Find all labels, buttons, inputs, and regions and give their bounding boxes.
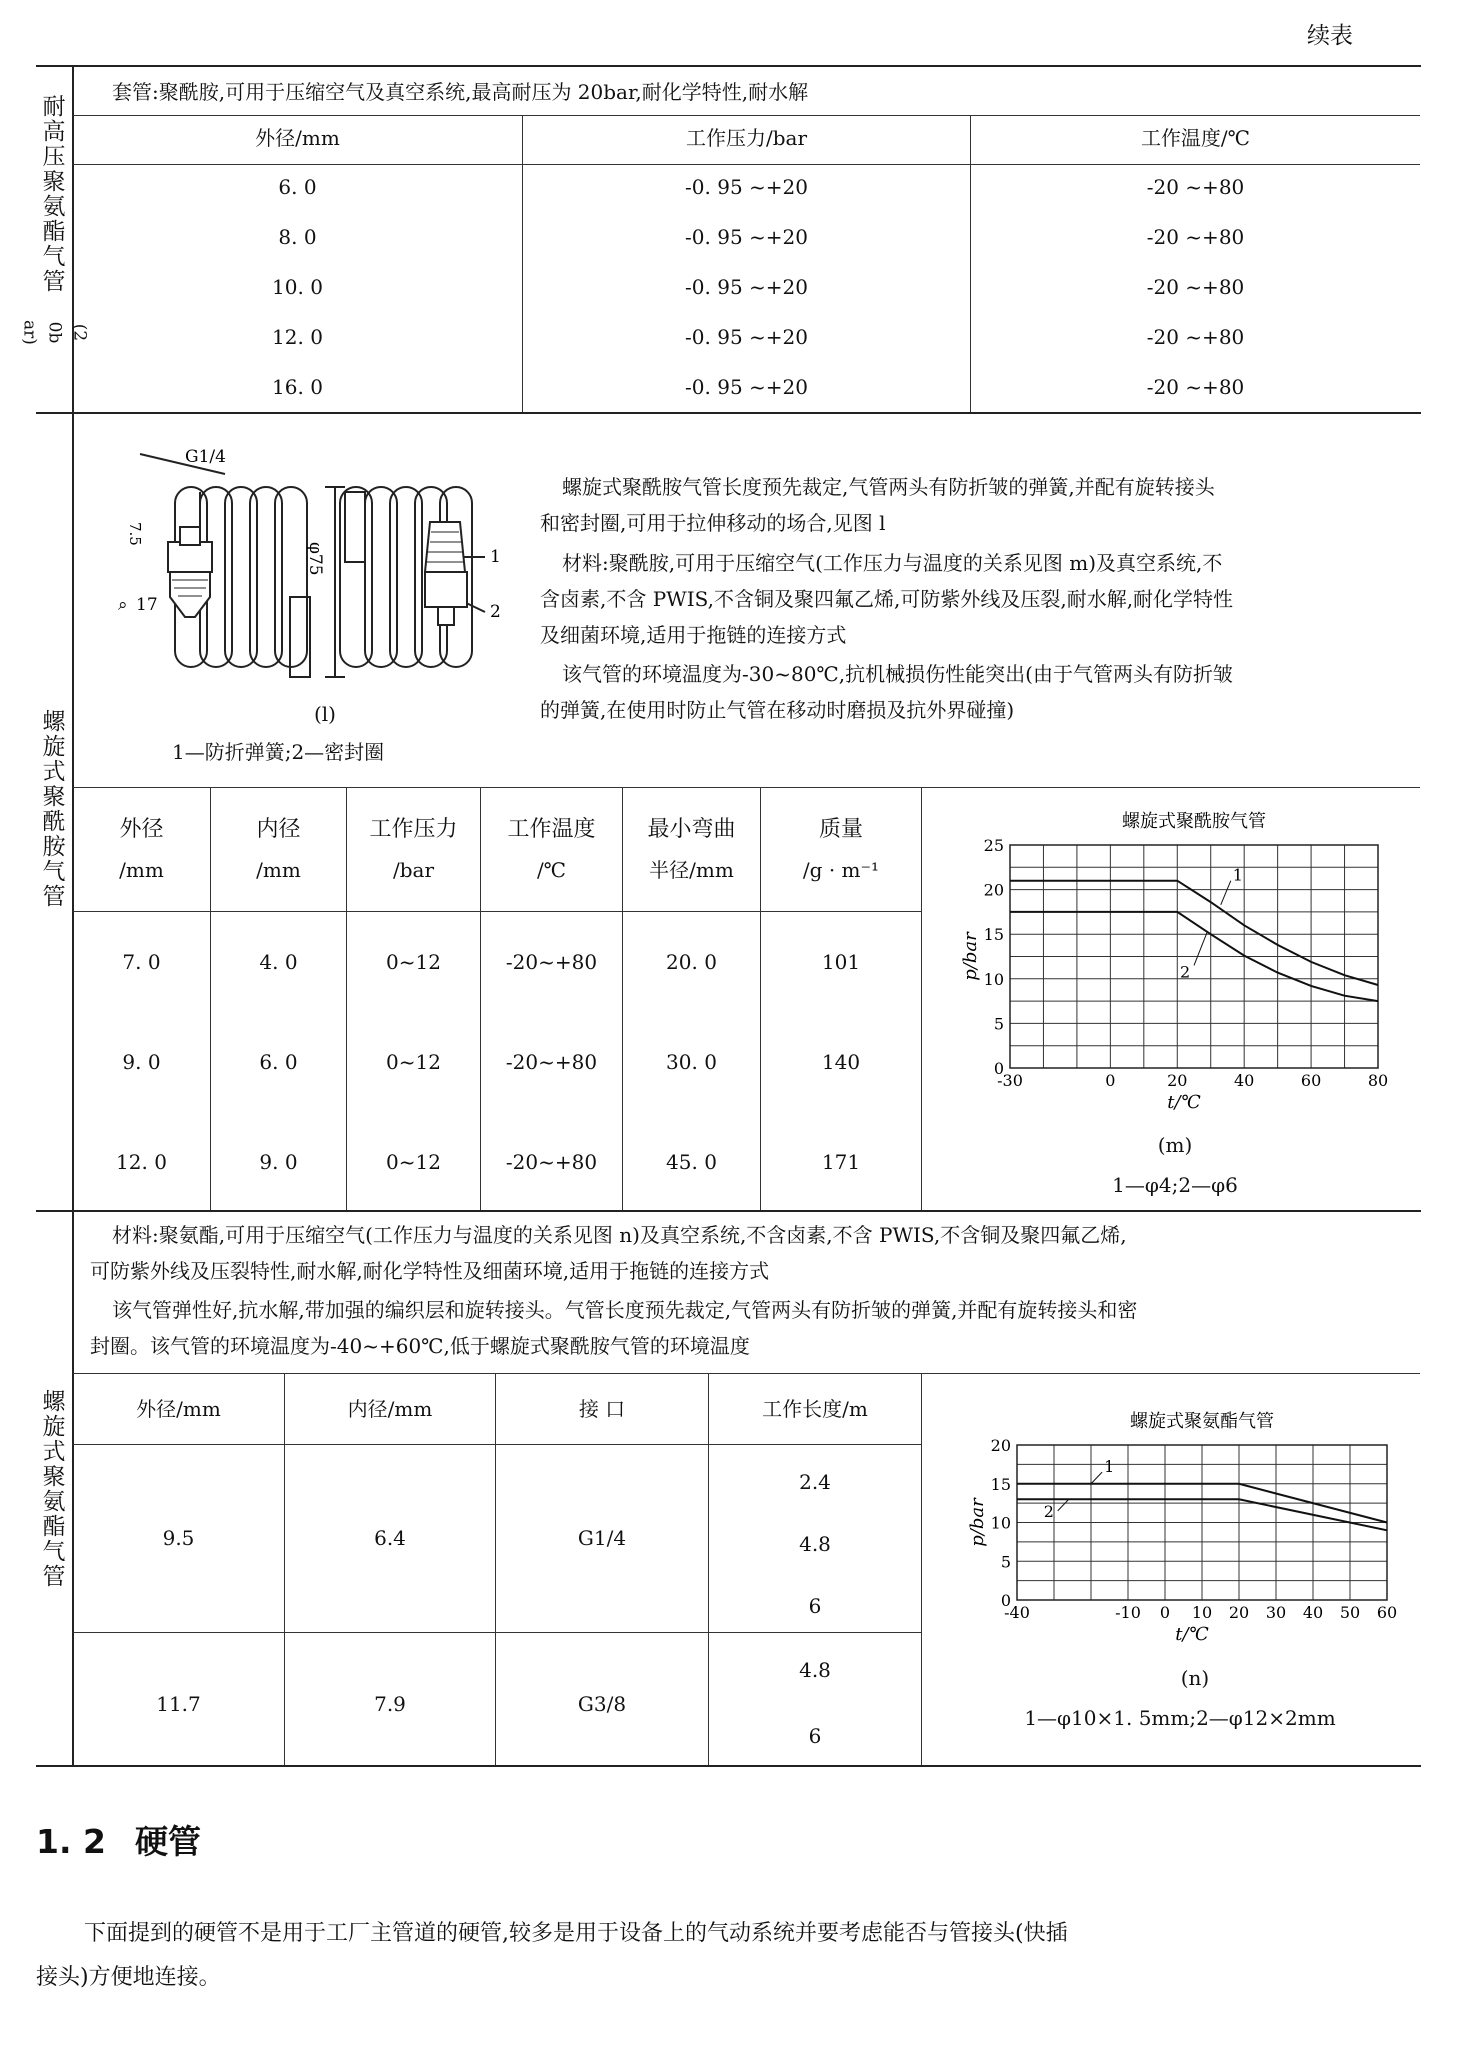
fig-label-2: 2	[490, 602, 501, 622]
section-number: 1. 2	[36, 1822, 106, 1861]
y-tick-label: 0	[993, 1059, 1004, 1078]
table-header: 质量	[818, 817, 863, 842]
cell-id: 7.9	[374, 1692, 406, 1716]
cell-temp: -20 ~+80	[1146, 225, 1245, 249]
cell-od: 6. 0	[278, 175, 317, 199]
x-tick-label: -10	[1115, 1603, 1141, 1622]
thread-left	[180, 527, 200, 545]
x-tick-label: 20	[1167, 1071, 1188, 1090]
chart-n-caption: (n)	[1180, 1666, 1210, 1690]
chart-m-legend: 1—φ4;2—φ6	[1112, 1173, 1238, 1197]
section-label-spiral-pu: 螺旋式聚氨酯气管	[42, 1389, 66, 1590]
cell-pressure: -0. 95 ~+20	[685, 175, 808, 199]
table-cell: 4. 0	[259, 950, 298, 974]
col-divider	[346, 787, 347, 1210]
anti-kink-spring-right	[425, 522, 465, 572]
cell-od: 9.5	[162, 1526, 195, 1550]
chart-m-caption: (m)	[1157, 1133, 1193, 1157]
cell-pressure: -0. 95 ~+20	[685, 225, 808, 249]
table-cell: 9. 0	[259, 1150, 298, 1174]
cell-length: 4.8	[799, 1532, 831, 1556]
row-divider	[73, 1632, 921, 1633]
table-cell: 6. 0	[259, 1050, 298, 1074]
table-header: 外径/mm	[136, 1397, 221, 1421]
chart-title: 螺旋式聚氨酯气管	[1130, 1411, 1274, 1432]
series-1-leader	[1221, 881, 1231, 905]
x-tick-label: 40	[1302, 1603, 1324, 1622]
sheath-note: 套管:聚酰胺,可用于压缩空气及真空系统,最高耐压为 20bar,耐化学特性,耐水解	[112, 80, 809, 104]
series-1-label: 1	[1232, 865, 1243, 885]
fig-label-thread: G1/4	[185, 447, 226, 467]
cell-length: 6	[808, 1724, 822, 1748]
chart-m	[945, 800, 1415, 1113]
col-divider	[970, 115, 971, 412]
sec2-desc-3: 材料:聚酰胺,可用于压缩空气(工作压力与温度的关系见图 m)及真空系统,不	[562, 551, 1223, 575]
sec2-desc-7: 的弹簧,在使用时防止气管在移动时磨损及抗外界碰撞)	[540, 698, 1015, 722]
table-cell: 0~12	[386, 950, 441, 974]
table-header-unit: /mm	[119, 858, 164, 882]
table-cell: 9. 0	[122, 1050, 161, 1074]
fig-l-caption: (l)	[313, 702, 336, 726]
x-tick-label: 80	[1367, 1071, 1389, 1090]
x-axis-label: t/℃	[1167, 1092, 1201, 1113]
col-divider	[210, 787, 211, 1210]
table-header: 工作长度/m	[762, 1397, 868, 1421]
section-title: 硬管	[135, 1822, 201, 1861]
y-tick-label: 0	[1000, 1591, 1011, 1610]
y-tick-label: 20	[983, 880, 1004, 900]
cell-pressure: -0. 95 ~+20	[685, 275, 808, 299]
cell-temp: -20 ~+80	[1146, 275, 1245, 299]
row-divider	[73, 1373, 1420, 1374]
coil-loop	[365, 487, 397, 667]
series-2-label: 2	[1180, 962, 1191, 982]
table-header: 最小弯曲	[647, 817, 736, 842]
col-divider	[921, 787, 922, 1210]
col-divider	[760, 787, 761, 1210]
row-divider	[73, 911, 921, 912]
cell-length: 2.4	[799, 1470, 831, 1494]
y-tick-label: 10	[983, 969, 1004, 989]
header-od: 外径/mm	[255, 126, 340, 150]
cell-od: 11.7	[156, 1692, 201, 1716]
body-line-1: 下面提到的硬管不是用于工厂主管道的硬管,较多是用于设备上的气动系统并要考虑能否与管接头(快插	[84, 1921, 1068, 1946]
spiral-hose-illustration	[100, 432, 520, 727]
fig-label-diameter: φ75	[305, 542, 325, 576]
fig-label-1: 1	[490, 547, 501, 567]
sec2-desc-2: 和密封圈,可用于拉伸移动的场合,见图 l	[540, 511, 886, 535]
table-header: 内径	[256, 817, 301, 842]
y-tick-label: 5	[1000, 1552, 1011, 1572]
y-tick-label: 15	[990, 1474, 1011, 1494]
table-cell: 101	[821, 950, 861, 974]
col-divider	[522, 115, 523, 412]
cell-id: 6.4	[374, 1526, 406, 1550]
chart-n	[945, 1395, 1415, 1655]
series-1-line	[1010, 881, 1378, 985]
table-header: 外径	[119, 817, 164, 842]
series-1-label: 1	[1104, 1457, 1115, 1477]
table-header-unit: 半径/mm	[649, 858, 734, 882]
header-pressure: 工作压力/bar	[685, 126, 808, 150]
cell-od: 12. 0	[272, 325, 323, 349]
table-cell: 0~12	[386, 1150, 441, 1174]
section-label-high-pressure	[19, 94, 90, 370]
x-tick-label: 0	[1159, 1603, 1171, 1622]
y-axis-label: p/bar	[967, 1498, 988, 1547]
x-tick-label: 60	[1376, 1603, 1398, 1622]
coil-loop	[250, 487, 282, 667]
continued-label: 续表	[1307, 23, 1353, 49]
cell-pressure: -0. 95 ~+20	[685, 325, 808, 349]
seal-nut-right	[425, 572, 467, 607]
section-label-text: 耐高压聚氨酯气管	[42, 94, 66, 295]
col-divider	[708, 1373, 709, 1765]
x-tick-label: 60	[1300, 1071, 1322, 1090]
cell-od: 8. 0	[278, 225, 317, 249]
coil-loop	[390, 487, 422, 667]
section-label-rating: (20bar)	[19, 320, 90, 345]
col-divider	[480, 787, 481, 1210]
x-tick-label: 50	[1339, 1603, 1361, 1622]
coil-loop	[225, 487, 257, 667]
sec2-desc-4: 含卤素,不含 PWIS,不含铜及聚四氟乙烯,可防紫外线及压裂,耐水解,耐化学特性	[540, 587, 1234, 611]
body-line-2: 接头)方便地连接。	[36, 1965, 221, 1990]
col-divider	[921, 1373, 922, 1765]
table-header-unit: /bar	[392, 858, 435, 882]
thread-right	[438, 607, 454, 625]
cell-port: G3/8	[577, 1692, 627, 1716]
wrench-icon: ⌕	[118, 595, 128, 615]
section-label-spiral-pa: 螺旋式聚酰胺气管	[42, 709, 66, 910]
series-2-leader	[1194, 932, 1207, 966]
y-tick-label: 10	[990, 1513, 1011, 1533]
sec2-desc-5: 及细菌环境,适用于拖链的连接方式	[540, 623, 847, 647]
cell-temp: -20 ~+80	[1146, 375, 1245, 399]
cell-temp: -20 ~+80	[1146, 175, 1245, 199]
y-axis-label: p/bar	[960, 932, 981, 981]
table-bottom-border	[36, 1765, 1421, 1767]
table-header-unit: /℃	[536, 858, 567, 882]
series-2-label: 2	[1043, 1501, 1054, 1521]
cell-temp: -20 ~+80	[1146, 325, 1245, 349]
series-2-leader	[1058, 1499, 1069, 1511]
table-header: 内径/mm	[347, 1397, 433, 1421]
x-tick-label: -30	[997, 1071, 1023, 1090]
x-tick-label: 0	[1105, 1071, 1116, 1090]
table-cell: 20. 0	[666, 950, 717, 974]
table-cell: 0~12	[386, 1050, 441, 1074]
cell-length: 4.8	[799, 1658, 831, 1682]
sec2-desc-6: 该气管的环境温度为-30~80℃,抗机械损伤性能突出(由于气管两头有防折皱	[562, 662, 1233, 686]
chart-n-legend: 1—φ10×1. 5mm;2—φ12×2mm	[1024, 1706, 1336, 1730]
cell-od: 10. 0	[272, 275, 323, 299]
cell-pressure: -0. 95 ~+20	[685, 375, 808, 399]
table-top-border	[36, 65, 1421, 67]
table-cell: 12. 0	[116, 1150, 167, 1174]
fig-l-legend: 1—防折弹簧;2—密封圈	[172, 740, 385, 764]
row-divider	[73, 1444, 921, 1445]
sec3-desc-3: 该气管弹性好,抗水解,带加强的编织层和旋转接头。气管长度预先裁定,气管两头有防折皱的弹簧,并配有旋转接头和密	[112, 1298, 1138, 1322]
y-tick-label: 25	[983, 836, 1004, 855]
section-divider	[36, 412, 1421, 414]
x-axis-label: t/℃	[1175, 1624, 1209, 1645]
x-tick-label: 10	[1191, 1603, 1213, 1622]
table-cell: -20~+80	[505, 1150, 598, 1174]
col-divider	[622, 787, 623, 1210]
x-tick-label: 20	[1228, 1603, 1250, 1622]
table-cell: -20~+80	[505, 950, 598, 974]
row-divider	[73, 787, 1420, 788]
sec2-desc-1: 螺旋式聚酰胺气管长度预先裁定,气管两头有防折皱的弹簧,并配有旋转接头	[562, 475, 1215, 499]
header-temp: 工作温度/℃	[1140, 126, 1251, 150]
x-tick-label: -40	[1004, 1603, 1030, 1622]
fig-label-dim: 7.5	[126, 522, 144, 546]
cell-length: 6	[808, 1594, 822, 1618]
table-header-unit: /g · m⁻¹	[802, 858, 880, 882]
hose-end	[345, 492, 365, 562]
cell-port: G1/4	[577, 1526, 627, 1550]
sec3-desc-4: 封圈。该气管的环境温度为-40~+60℃,低于螺旋式聚酰胺气管的环境温度	[90, 1334, 750, 1358]
sec3-desc-2: 可防紫外线及压裂特性,耐水解,耐化学特性及细菌环境,适用于拖链的连接方式	[90, 1259, 770, 1283]
series-1-leader	[1091, 1472, 1102, 1484]
fig-label-wrench-size: 17	[136, 595, 158, 615]
y-tick-label: 15	[983, 925, 1004, 945]
y-tick-label: 20	[990, 1436, 1011, 1455]
table-cell: 45. 0	[666, 1150, 717, 1174]
table-header: 接 口	[578, 1397, 626, 1421]
chart-title: 螺旋式聚酰胺气管	[1122, 811, 1266, 832]
table-cell: 171	[821, 1150, 861, 1174]
table-header-unit: /mm	[256, 858, 301, 882]
row-divider	[73, 164, 1420, 165]
x-tick-label: 40	[1234, 1071, 1255, 1090]
table-header: 工作温度	[507, 817, 596, 842]
table-cell: -20~+80	[505, 1050, 598, 1074]
table-cell: 30. 0	[666, 1050, 717, 1074]
table-cell: 7. 0	[122, 950, 161, 974]
row-divider	[73, 115, 1420, 116]
table-header: 工作压力	[369, 817, 458, 842]
swivel-nut-left	[168, 542, 212, 572]
section-divider	[36, 1210, 1421, 1212]
cell-od: 16. 0	[272, 375, 323, 399]
table-cell: 140	[821, 1050, 861, 1074]
y-tick-label: 5	[993, 1014, 1004, 1034]
x-tick-label: 30	[1265, 1603, 1287, 1622]
sec3-desc-1: 材料:聚氨酯,可用于压缩空气(工作压力与温度的关系见图 n)及真空系统,不含卤素,不含 PWIS,不含铜及聚四氟乙烯,	[112, 1223, 1127, 1247]
